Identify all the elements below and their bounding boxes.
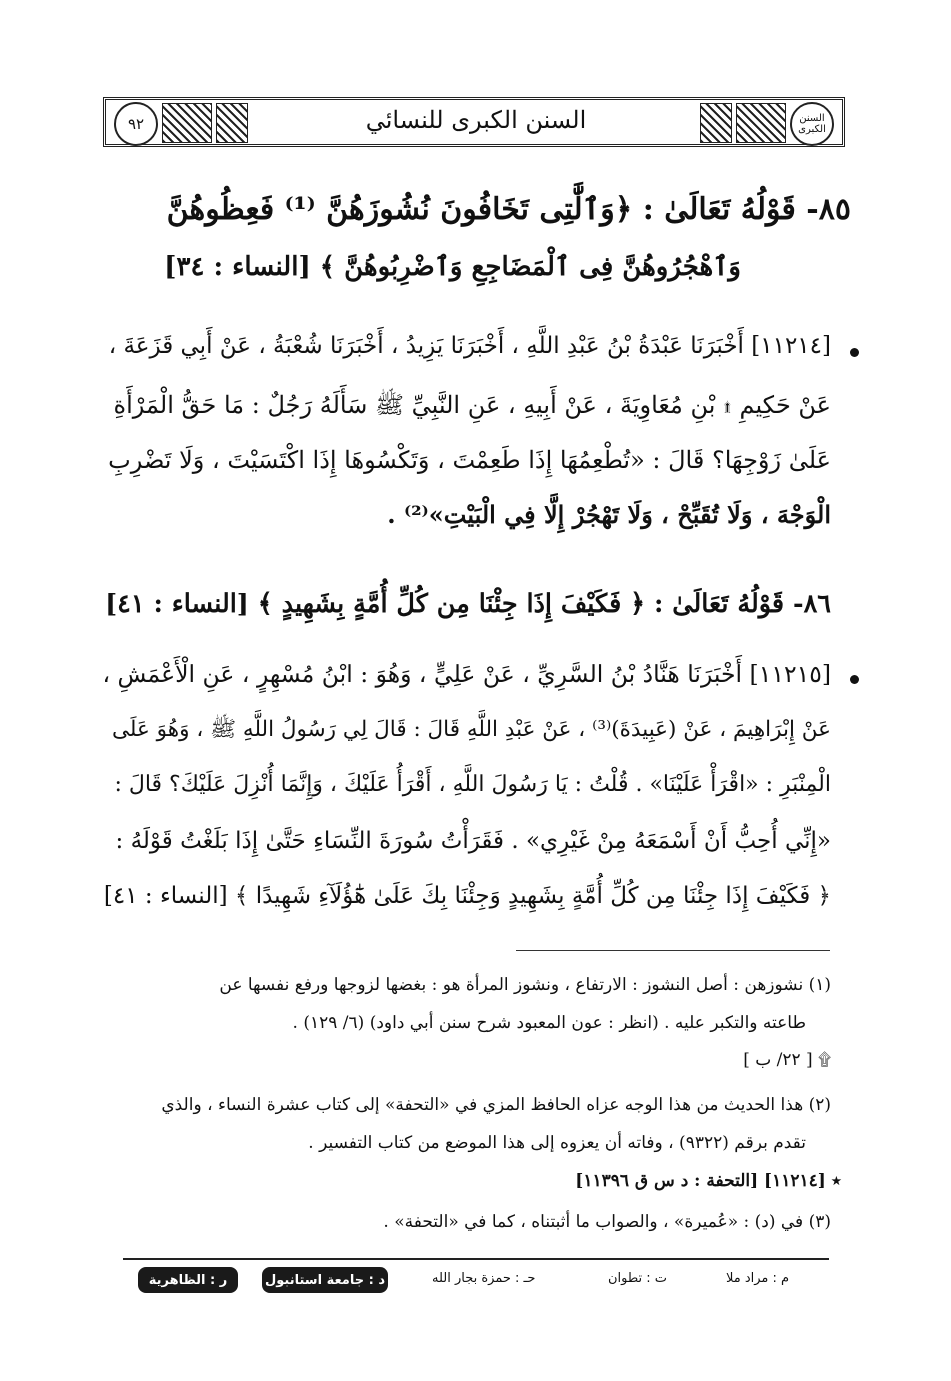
section-86-heading: ٨٦- قَوْلُهُ تَعَالَىٰ : ﴿ فَكَيْفَ إِذَا جِئْنَا مِن كُلِّ أُمَّةٍ بِشَهِيدٍ ﴾ [النساء : ٤١] <box>105 589 831 619</box>
hadith-11215-line5: ﴿ فَكَيْفَ إِذَا جِئْنَا مِن كُلِّ أُمَّةٍ بِشَهِيدٍ وَجِئْنَا بِكَ عَلَىٰ هَٰٓؤُلَآءِ شَهِيدًا ﴾ [النساء : ٤١] <box>103 883 831 909</box>
section-85-heading-line1: ٨٥- قَوْلُهُ تَعَالَىٰ : ﴿وَٱلَّٰتِى تَخَافُونَ نُشُوزَهُنَّ ⁽¹⁾ فَعِظُوهُنَّ <box>166 192 851 227</box>
manuscript-reference: ۩ [ ٢٢/ ب ] <box>743 1050 831 1070</box>
hadith-11215-line1: [١١٢١٥] أَخْبَرَنَا هَنَّادُ بْنُ السَّرِيِّ ، عَنْ عَلِيٍّ ، وَهُوَ : ابْنُ مُسْهِرٍ ، عَنِ الْأَعْمَشِ ، <box>102 660 831 688</box>
ornament-right-inner <box>700 103 732 143</box>
footnote-1-line1: (١) نشوزهن : أصل النشوز : الارتفاع ، ونشوز المرأة هو : بغضها لزوجها ورفع نفسها عن <box>219 975 831 995</box>
footnote-2-line2: تقدم برقم (٩٣٢٢) ، وفاته أن يعزوه إلى هذا الموضع من كتاب التفسير . <box>308 1133 806 1153</box>
credit-h: حـ : حمزة بجار الله <box>432 1271 536 1286</box>
source-tag-r: ر : الظاهرية <box>138 1267 238 1293</box>
footnote-2-line1: (٢) هذا الحديث من هذا الوجه عزاه الحافظ المزي في «التحفة» إلى كتاب عشرة النساء ، والذي <box>161 1095 831 1115</box>
footnote-3: (٣) في (د) : «عُميرة» ، والصواب ما أثبتناه ، كما في «التحفة» . <box>383 1212 831 1232</box>
hadith-11214-line2: عَنْ حَكِيمِ ۩ بْنِ مُعَاوِيَةَ ، عَنْ أَبِيهِ ، عَنِ النَّبِيِّ ﷺ سَأَلَهُ رَجُلٌ : مَا حَقُّ الْمَرْأَةِ <box>113 391 831 419</box>
footer-rule <box>123 1258 829 1260</box>
credit-t: ت : تطوان <box>608 1271 668 1286</box>
ornament-right <box>736 103 786 143</box>
bullet-icon <box>850 675 859 684</box>
hadith-11214-line3: عَلَىٰ زَوْجِهَا؟ قَالَ : «تُطْعِمُهَا إِذَا طَعِمْتَ ، وَتَكْسُوهَا إِذَا اكْتَسَيْتَ ، وَلَا تَضْرِبِ <box>108 446 831 474</box>
source-tag-d: د : جامعة استانبول <box>262 1267 388 1293</box>
hadith-11215-line2: عَنْ إِبْرَاهِيمَ ، عَنْ (عَبِيدَةَ)⁽³⁾ ، عَنْ عَبْدِ اللَّهِ قَالَ : قَالَ لِي رَسُولُ اللَّهِ ﷺ ، وَهُوَ عَلَى <box>111 717 831 742</box>
bullet-icon <box>850 348 859 357</box>
hadith-11215-line3: الْمِنْبَرِ : «اقْرَأْ عَلَيْنَا» . قُلْتُ : يَا رَسُولَ اللَّهِ ، أَقْرَأُ عَلَيْكَ ، وَإِنَّمَا أُنْزِلَ عَلَيْكَ؟ قَالَ : <box>114 772 831 797</box>
footnote-separator <box>516 950 830 951</box>
hadith-11214-line1: [١١٢١٤] أَخْبَرَنَا عَبْدَةُ بْنُ عَبْدِ اللَّهِ ، أَخْبَرَنَا يَزِيدُ ، أَخْبَرَنَا شُعْبَةُ ، عَنْ أَبِي قَزَعَةَ ، <box>108 333 831 359</box>
book-logo: السنن الكبرى <box>790 102 834 146</box>
ornament-left <box>162 103 212 143</box>
page-header <box>103 97 845 147</box>
hadith-11214-line4: الْوَجْهَ ، وَلَا تُقَبِّحْ ، وَلَا تَهْجُرْ إِلَّا فِي الْبَيْتِ»⁽²⁾ . <box>387 500 831 529</box>
page-number: ٩٢ <box>114 102 158 146</box>
ornament-left-inner <box>216 103 248 143</box>
book-title: السنن الكبرى للنسائي <box>365 106 587 134</box>
footnote-1-line2: طاعته والتكبر عليه . (انظر : عون المعبود شرح سنن أبي داود) (٦/ ١٢٩) . <box>292 1013 806 1033</box>
credit-m: م : مراد ملا <box>726 1271 790 1286</box>
section-85-heading-line2: وَٱهْجُرُوهُنَّ فِى ٱلْمَضَاجِعِ وَٱضْرِبُوهُنَّ ﴾ [النساء : ٣٤] <box>164 252 741 282</box>
tuhfa-reference: ٭ [١١٢١٤] [التحفة : د س ق ١١٣٩٦] <box>575 1171 841 1191</box>
hadith-11215-line4: «إِنِّي أُحِبُّ أَنْ أَسْمَعَهُ مِنْ غَيْرِي» . فَقَرَأْتُ سُورَةَ النِّسَاءِ حَتَّىٰ إِذَا بَلَغْتُ قَوْلَهُ : <box>115 828 831 854</box>
